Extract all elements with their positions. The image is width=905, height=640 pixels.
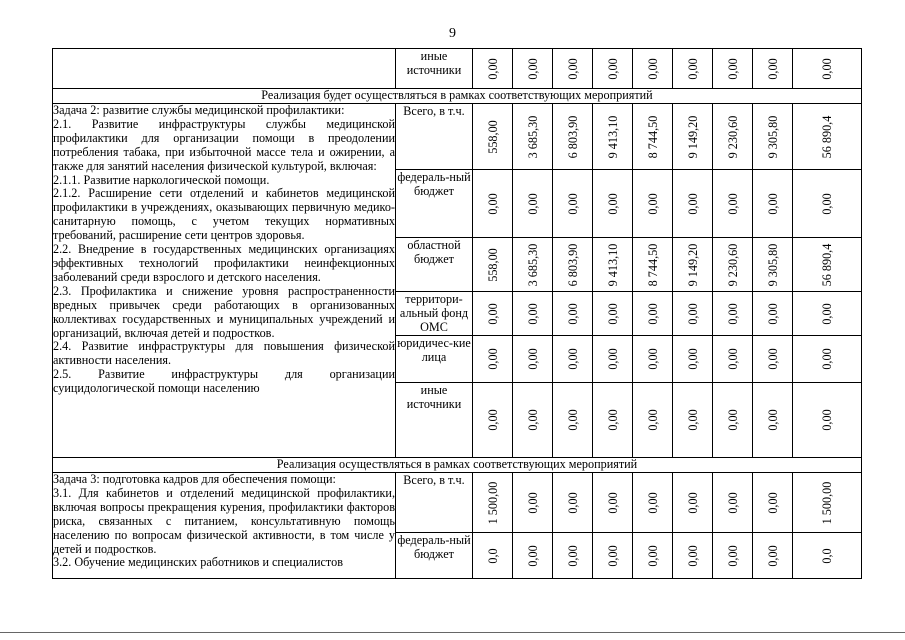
value-text: 0,00 <box>685 409 700 431</box>
value-text: 0,00 <box>765 302 780 325</box>
year-value-cell <box>713 49 753 89</box>
total-value-cell <box>793 170 862 238</box>
table-row <box>53 473 862 533</box>
year-value-cell <box>593 292 633 336</box>
value-text: 0,00 <box>765 544 780 567</box>
year-value-cell <box>473 49 513 89</box>
year-value-cell <box>753 292 793 336</box>
value-text: 0,00 <box>485 348 500 370</box>
value-text: 0,00 <box>605 57 620 80</box>
year-value-cell <box>673 533 713 579</box>
year-value-cell <box>553 104 593 170</box>
year-value-cell <box>753 473 793 533</box>
value-text: 0,00 <box>525 409 540 431</box>
value-text: 0,00 <box>565 192 580 215</box>
funding-source-cell: федераль-ный бюджет <box>396 533 473 579</box>
value-text: 6 803,90 <box>565 115 580 158</box>
year-value-cell <box>633 238 673 292</box>
value-text: 0,00 <box>820 409 834 431</box>
value-text: 0,00 <box>765 491 780 514</box>
description-paragraph: 2.1. Развитие инфраструктуры службы медицинской профилактики для организации помощи в преодолении потребления табака, при избыточной массе тела и ожирении, а также для занятий населения физической культурой, включая: <box>53 116 395 173</box>
value-text: 0,0 <box>820 547 834 564</box>
value-text: 0,00 <box>765 409 780 431</box>
value-text: 0,00 <box>820 192 834 215</box>
year-value-cell <box>713 292 753 336</box>
year-value-cell <box>593 336 633 383</box>
value-text: 0,00 <box>565 57 580 80</box>
funding-source-cell: Всего, в т.ч. <box>396 104 473 170</box>
value-text: 0,00 <box>685 544 700 567</box>
year-value-cell <box>673 238 713 292</box>
year-value-cell <box>593 473 633 533</box>
year-value-cell <box>513 473 553 533</box>
year-value-cell <box>633 49 673 89</box>
year-value-cell <box>513 336 553 383</box>
value-text: 9 149,20 <box>685 115 700 158</box>
year-value-cell <box>593 383 633 458</box>
year-value-cell <box>473 336 513 383</box>
year-value-cell <box>753 533 793 579</box>
year-value-cell <box>633 170 673 238</box>
year-value-cell <box>633 292 673 336</box>
year-value-cell <box>473 104 513 170</box>
value-text: 1 500,00 <box>485 481 500 524</box>
value-text: 0,00 <box>645 544 660 567</box>
task-2-description <box>53 104 396 458</box>
table-row <box>53 49 862 89</box>
funding-source-cell: иные источники <box>396 49 473 89</box>
value-text: 56 890,4 <box>820 243 834 286</box>
value-text: 0,00 <box>565 302 580 325</box>
budget-table <box>52 48 862 579</box>
value-text: 9 149,20 <box>685 243 700 286</box>
value-text: 0,00 <box>485 302 500 325</box>
value-text: 0,00 <box>605 409 620 431</box>
value-text: 0,00 <box>525 57 540 80</box>
value-text: 9 305,80 <box>765 243 780 286</box>
description-paragraph: Задача 2: развитие службы медицинской профилактики: <box>53 103 345 117</box>
description-paragraph: 2.2. Внедрение в государственных медицинских организациях эффективных технологий профилактики неинфекционных заболеваний среди взрослого и детского населения. <box>53 242 395 284</box>
description-paragraph: 2.1.1. Развитие наркологической помощи. <box>53 172 270 187</box>
funding-source-cell: юридичес-кие лица <box>396 336 473 383</box>
value-text: 0,00 <box>645 348 660 370</box>
year-value-cell <box>553 170 593 238</box>
value-text: 0,00 <box>525 491 540 514</box>
year-value-cell <box>513 170 553 238</box>
value-text: 1 500,00 <box>820 481 834 524</box>
value-text: 0,00 <box>765 348 780 370</box>
value-text: 3 685,30 <box>525 243 540 286</box>
value-text: 0,00 <box>820 348 834 370</box>
description-paragraph: 2.5. Развитие инфраструктуры для организации суицидологической помощи населению <box>53 367 395 396</box>
value-text: 0,00 <box>565 544 580 567</box>
total-value-cell <box>793 533 862 579</box>
year-value-cell <box>593 170 633 238</box>
year-value-cell <box>673 336 713 383</box>
value-text: 56 890,4 <box>820 115 834 158</box>
year-value-cell <box>713 383 753 458</box>
year-value-cell <box>553 473 593 533</box>
page-bottom-rule <box>0 632 905 633</box>
year-value-cell <box>473 383 513 458</box>
year-value-cell <box>473 292 513 336</box>
year-value-cell <box>633 533 673 579</box>
value-text: 0,00 <box>525 544 540 567</box>
year-value-cell <box>593 104 633 170</box>
year-value-cell <box>473 238 513 292</box>
value-text: 558,00 <box>485 119 500 154</box>
value-text: 9 230,60 <box>725 115 740 158</box>
value-text: 0,00 <box>685 57 700 80</box>
value-text: 0,00 <box>820 57 834 80</box>
value-text: 0,00 <box>685 348 700 370</box>
funding-source-cell: Всего, в т.ч. <box>396 473 473 533</box>
value-text: 0,00 <box>605 302 620 325</box>
value-text: 0,00 <box>725 348 740 370</box>
year-value-cell <box>713 473 753 533</box>
total-value-cell <box>793 49 862 89</box>
value-text: 0,00 <box>645 192 660 215</box>
year-value-cell <box>633 473 673 533</box>
total-value-cell <box>793 336 862 383</box>
year-value-cell <box>593 238 633 292</box>
value-text: 9 413,10 <box>605 115 620 158</box>
funding-source-cell: иные источники <box>396 383 473 458</box>
value-text: 558,00 <box>485 247 500 282</box>
value-text: 9 305,80 <box>765 115 780 158</box>
year-value-cell <box>713 336 753 383</box>
value-text: 6 803,90 <box>565 243 580 286</box>
description-paragraph: 2.4. Развитие инфраструктуры для повышения физической активности населения. <box>53 339 395 368</box>
section-header-row <box>53 458 862 473</box>
year-value-cell <box>513 49 553 89</box>
value-text: 0,00 <box>725 491 740 514</box>
value-text: 0,00 <box>605 491 620 514</box>
total-value-cell <box>793 292 862 336</box>
value-text: 0,00 <box>485 409 500 431</box>
year-value-cell <box>473 473 513 533</box>
year-value-cell <box>553 383 593 458</box>
value-text: 0,00 <box>565 491 580 514</box>
value-text: 0,0 <box>485 547 500 564</box>
value-text: 0,00 <box>605 544 620 567</box>
value-text: 0,00 <box>765 57 780 80</box>
value-text: 8 744,50 <box>645 115 660 158</box>
year-value-cell <box>753 170 793 238</box>
value-text: 0,00 <box>605 192 620 215</box>
year-value-cell <box>673 170 713 238</box>
year-value-cell <box>473 170 513 238</box>
value-text: 0,00 <box>725 57 740 80</box>
page-number: 9 <box>449 26 456 41</box>
value-text: 0,00 <box>725 544 740 567</box>
year-value-cell <box>673 473 713 533</box>
value-text: 0,00 <box>485 192 500 215</box>
year-value-cell <box>513 238 553 292</box>
year-value-cell <box>673 104 713 170</box>
total-value-cell <box>793 104 862 170</box>
year-value-cell <box>713 170 753 238</box>
value-text: 0,00 <box>645 491 660 514</box>
year-value-cell <box>553 292 593 336</box>
total-value-cell <box>793 238 862 292</box>
year-value-cell <box>553 238 593 292</box>
year-value-cell <box>513 533 553 579</box>
funding-source-cell: территори-альный фонд ОМС <box>396 292 473 336</box>
year-value-cell <box>633 383 673 458</box>
section-header: Реализация будет осуществляться в рамках соответствующих мероприятий <box>53 89 862 104</box>
year-value-cell <box>673 383 713 458</box>
year-value-cell <box>473 533 513 579</box>
value-text: 0,00 <box>645 57 660 80</box>
value-text: 0,00 <box>485 57 500 80</box>
year-value-cell <box>553 49 593 89</box>
value-text: 0,00 <box>605 348 620 370</box>
year-value-cell <box>753 49 793 89</box>
empty-cell <box>53 49 396 89</box>
year-value-cell <box>673 49 713 89</box>
value-text: 0,00 <box>765 192 780 215</box>
value-text: 0,00 <box>525 192 540 215</box>
year-value-cell <box>513 383 553 458</box>
value-text: 0,00 <box>565 348 580 370</box>
description-paragraph: 3.1. Для кабинетов и отделений медицинской профилактики, включая вопросы прекращения курения, профилактики факторов риска, связанных с питанием, консультативную помощь населению по вопросам физической активности, в том числе у детей и подростков. <box>53 485 395 556</box>
section-header: Реализация осуществляться в рамках соответствующих мероприятий <box>53 458 862 473</box>
value-text: 8 744,50 <box>645 243 660 286</box>
value-text: 0,00 <box>725 302 740 325</box>
value-text: 0,00 <box>525 348 540 370</box>
year-value-cell <box>753 104 793 170</box>
year-value-cell <box>633 336 673 383</box>
value-text: 3 685,30 <box>525 115 540 158</box>
year-value-cell <box>593 49 633 89</box>
year-value-cell <box>513 292 553 336</box>
year-value-cell <box>593 533 633 579</box>
year-value-cell <box>513 104 553 170</box>
year-value-cell <box>753 336 793 383</box>
year-value-cell <box>673 292 713 336</box>
task-3-description <box>53 473 396 579</box>
description-paragraph: Задача 3: подготовка кадров для обеспечения помощи: <box>53 472 336 486</box>
value-text: 0,00 <box>725 409 740 431</box>
total-value-cell <box>793 383 862 458</box>
value-text: 0,00 <box>685 302 700 325</box>
value-text: 0,00 <box>525 302 540 325</box>
value-text: 0,00 <box>820 302 834 325</box>
description-paragraph: 2.3. Профилактика и снижение уровня распространенности вредных привычек среди работающих в организованных коллективах государственных и муниципальных учреждений и организаций, включая детей и подростков. <box>53 283 395 340</box>
description-paragraph: 3.2. Обучение медицинских работников и специалистов <box>53 555 343 570</box>
value-text: 0,00 <box>685 491 700 514</box>
funding-source-cell: федераль-ный бюджет <box>396 170 473 238</box>
description-paragraph: 2.1.2. Расширение сети отделений и кабинетов медицинской профилактики в учреждениях, оказывающих первичную медико-санитарную помощь, с учетом текущих нормативных требований, расширение сети центров здоровья. <box>53 186 395 243</box>
year-value-cell <box>713 238 753 292</box>
value-text: 0,00 <box>565 409 580 431</box>
year-value-cell <box>753 383 793 458</box>
value-text: 9 230,60 <box>725 243 740 286</box>
year-value-cell <box>713 104 753 170</box>
table-row <box>53 104 862 170</box>
year-value-cell <box>633 104 673 170</box>
value-text: 0,00 <box>725 192 740 215</box>
funding-source-cell: областной бюджет <box>396 238 473 292</box>
year-value-cell <box>553 336 593 383</box>
year-value-cell <box>753 238 793 292</box>
value-text: 0,00 <box>685 192 700 215</box>
year-value-cell <box>713 533 753 579</box>
section-header-row <box>53 89 862 104</box>
value-text: 0,00 <box>645 302 660 325</box>
value-text: 0,00 <box>645 409 660 431</box>
total-value-cell <box>793 473 862 533</box>
year-value-cell <box>553 533 593 579</box>
value-text: 9 413,10 <box>605 243 620 286</box>
